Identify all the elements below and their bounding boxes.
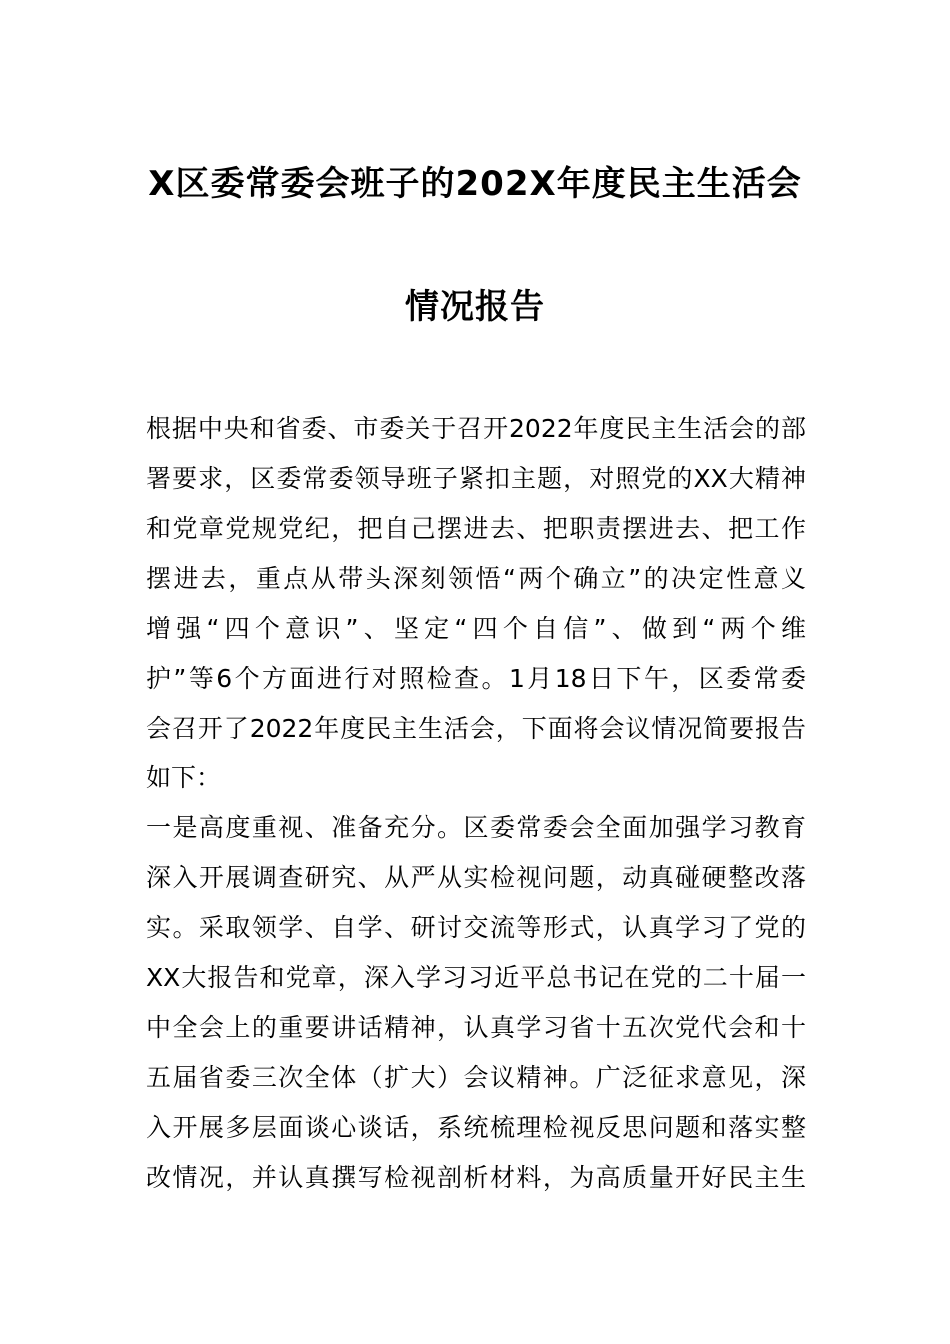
body-line: 一是高度重视、准备充分。区委常委会全面加强学习教育: [146, 813, 806, 842]
body-line: 根据中央和省委、市委关于召开2022年度民主生活会的部: [146, 414, 806, 443]
body-line: 如下：: [146, 763, 222, 792]
document-title-line-2: 情况报告: [405, 287, 545, 327]
body-line: 署要求，区委常委领导班子紧扣主题，对照党的XX大精神: [146, 464, 806, 493]
body-line: 中全会上的重要讲话精神，认真学习省十五次党代会和十: [146, 1013, 806, 1042]
body-line: 深入开展调查研究、从严从实检视问题，动真碰硬整改落: [146, 863, 806, 892]
body-line: 改情况，并认真撰写检视剖析材料，为高质量开好民主生: [146, 1163, 806, 1192]
body-line: 入开展多层面谈心谈话，系统梳理检视反思问题和落实整: [146, 1113, 806, 1142]
body-line: 摆进去，重点从带头深刻领悟“两个确立”的决定性意义: [146, 564, 806, 593]
body-line: 增强“四个意识”、坚定“四个自信”、做到“两个维: [146, 614, 806, 643]
body-line: 和党章党规党纪，把自己摆进去、把职责摆进去、把工作: [146, 514, 806, 543]
document-title-line-1: X区委常委会班子的202X年度民主生活会: [148, 164, 802, 204]
body-line: XX大报告和党章，深入学习习近平总书记在党的二十届一: [146, 963, 806, 992]
body-line: 实。采取领学、自学、研讨交流等形式，认真学习了党的: [146, 913, 806, 942]
body-line: 会召开了2022年度民主生活会，下面将会议情况简要报告: [146, 714, 806, 743]
body-line: 护”等6个方面进行对照检查。1月18日下午，区委常委: [146, 664, 806, 693]
body-line: 五届省委三次全体（扩大）会议精神。广泛征求意见，深: [146, 1063, 806, 1092]
